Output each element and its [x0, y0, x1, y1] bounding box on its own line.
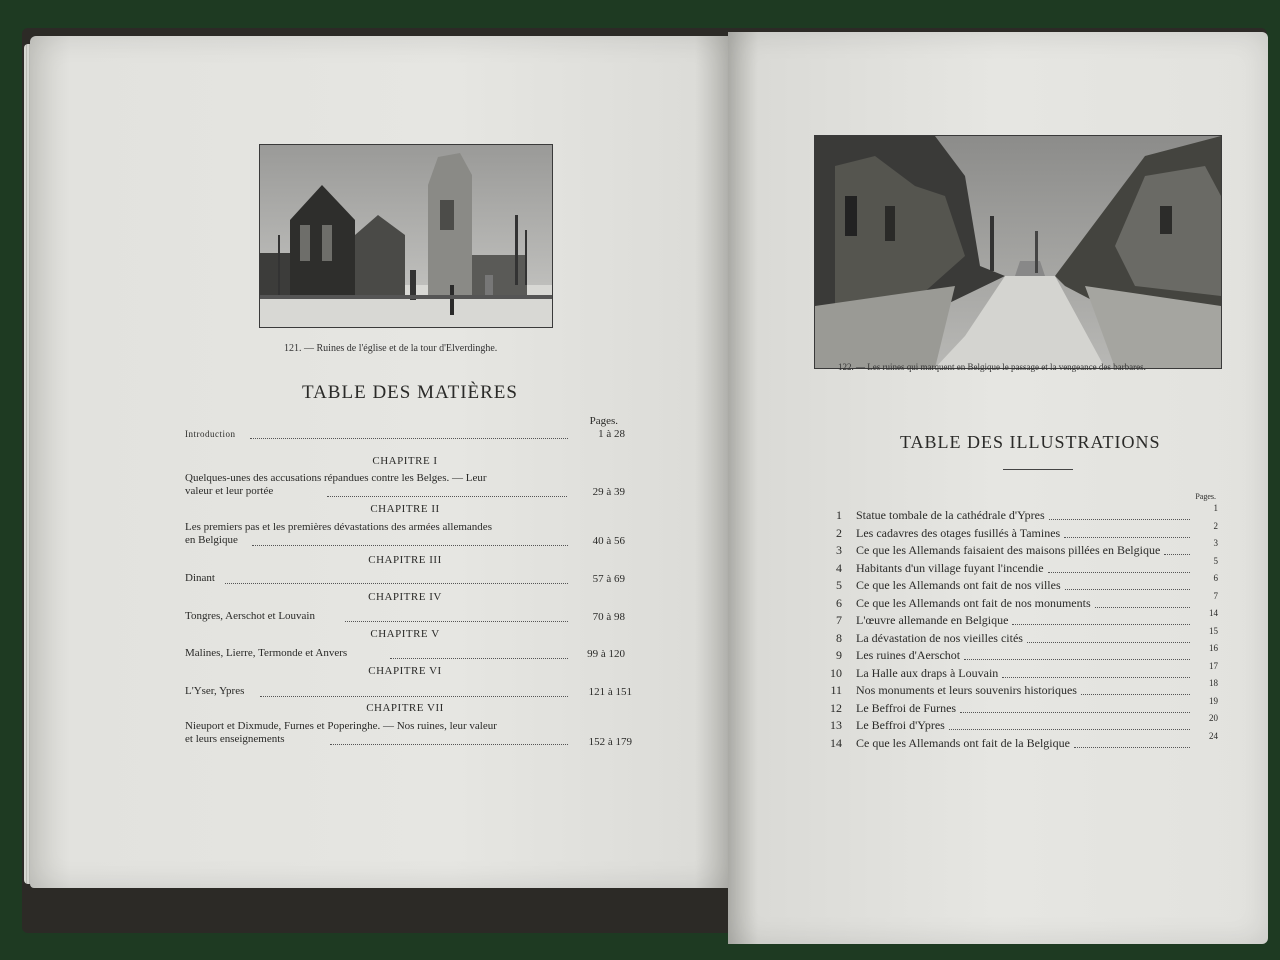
- chapter-title-line: Les premiers pas et les premières dévastations des armées allemandes: [185, 521, 492, 533]
- chapter-heading: CHAPITRE IV: [368, 591, 442, 603]
- chapter-title-line: valeur et leur portée: [185, 485, 274, 497]
- illustration-page: 7: [1213, 590, 1218, 601]
- illustration-row: [818, 695, 1218, 717]
- illustration-page: 2: [1213, 520, 1218, 531]
- illustration-number: 2: [836, 525, 842, 540]
- illustration-leader: [1074, 747, 1190, 748]
- toc-intro-label: Introduction: [185, 429, 236, 439]
- illustration-number: 13: [830, 718, 842, 732]
- illustration-title: Statue tombale de la cathédrale d'Ypres: [856, 508, 1045, 522]
- illustration-title: Ce que les Allemands ont fait de nos villes: [856, 578, 1061, 592]
- illustration-title: L'œuvre allemande en Belgique: [856, 613, 1009, 627]
- illustration-leader: [960, 712, 1190, 713]
- illustration-row: [818, 625, 1218, 647]
- illustration-number: 14: [830, 735, 842, 750]
- illustration-row: [818, 643, 1218, 664]
- toc-leader: [250, 437, 568, 439]
- illustration-page: 5: [1213, 555, 1218, 566]
- chapter-pages: 121 à 151: [588, 686, 632, 698]
- illustration-leader: [1027, 642, 1190, 643]
- chapter-pages: 70 à 98: [592, 611, 625, 623]
- chapter-pages: 29 à 39: [592, 486, 625, 498]
- illustration-page: 3: [1213, 538, 1218, 548]
- illustration-page: 24: [1209, 730, 1218, 741]
- chapter-pages: 99 à 120: [587, 648, 625, 660]
- illustration-title: Le Beffroi de Furnes: [856, 700, 957, 715]
- toc-leader: [252, 544, 568, 546]
- street-ruins-photo: [814, 135, 1222, 369]
- illustration-row: [818, 660, 1218, 682]
- illustration-page: 16: [1209, 643, 1218, 653]
- illustration-leader: [949, 729, 1190, 730]
- chapter-title-line: Nieuport et Dixmude, Furnes et Poperinghe. — Nos ruines, leur valeur: [185, 720, 497, 732]
- illustration-number: 1: [836, 508, 842, 522]
- illustration-row: [818, 520, 1218, 542]
- chapter-heading: CHAPITRE VII: [366, 702, 444, 714]
- illustration-number: 6: [836, 595, 842, 610]
- illustrations-title: TABLE DES ILLUSTRATIONS: [900, 432, 1161, 452]
- toc-leader: [330, 743, 568, 745]
- chapter-heading: CHAPITRE VI: [368, 665, 442, 677]
- illustration-number: 5: [836, 578, 842, 592]
- illustration-leader: [1002, 677, 1190, 678]
- illustration-page: 17: [1209, 660, 1218, 671]
- illustration-title: Nos monuments et leurs souvenirs historiques: [856, 683, 1077, 697]
- illustration-row: [818, 503, 1218, 524]
- illustration-row: [818, 573, 1218, 594]
- chapter-pages: 152 à 179: [588, 736, 632, 748]
- illustration-number: 11: [830, 683, 842, 697]
- chapter-heading: CHAPITRE II: [370, 503, 440, 515]
- toc-leader: [390, 657, 568, 659]
- illustration-title: Ce que les Allemands faisaient des maisons pillées en Belgique: [856, 543, 1161, 557]
- chapter-title-line: Tongres, Aerschot et Louvain: [185, 610, 315, 622]
- illustration-number: 7: [836, 613, 842, 627]
- illustration-row: [818, 538, 1218, 559]
- title-rule: [1003, 469, 1073, 470]
- illustration-leader: [1012, 624, 1190, 625]
- toc-pages-label: Pages.: [589, 415, 618, 427]
- illustration-title: Habitants d'un village fuyant l'incendie: [856, 560, 1044, 575]
- illustration-row: [818, 555, 1218, 577]
- illustration-title: Ce que les Allemands ont fait de la Belgique: [856, 735, 1070, 750]
- illustrations-list: [818, 503, 1218, 758]
- illustration-title: Les ruines d'Aerschot: [856, 648, 961, 662]
- illustration-leader: [1049, 519, 1190, 520]
- church-ruins-photo: [259, 144, 553, 328]
- illustration-page: 14: [1209, 608, 1218, 618]
- right-page: [728, 32, 1268, 944]
- chapter-pages: 40 à 56: [592, 535, 625, 547]
- illustration-row: [818, 678, 1218, 699]
- illustration-number: 12: [830, 700, 842, 715]
- illustration-number: 3: [836, 543, 842, 557]
- illustration-title: La dévastation de nos vieilles cités: [856, 630, 1023, 645]
- illustration-page: 15: [1209, 625, 1218, 636]
- ill-pages-label: Pages.: [1195, 492, 1216, 501]
- illustration-page: 19: [1209, 695, 1218, 706]
- toc-leader: [225, 582, 568, 584]
- illustration-leader: [1064, 537, 1190, 538]
- photo-caption-122: 122. — Les ruines qui marquent en Belgique le passage et la vengeance des barbares.: [838, 362, 1146, 372]
- illustration-row: [818, 730, 1218, 752]
- street-ruins-image: [815, 136, 1221, 368]
- chapter-heading: CHAPITRE V: [370, 628, 440, 640]
- toc-intro-pages: 1 à 28: [598, 428, 625, 440]
- chapter-title-line: Dinant: [185, 572, 215, 584]
- illustration-page: 6: [1213, 573, 1218, 583]
- illustration-page: 1: [1213, 503, 1218, 513]
- illustration-row: [818, 713, 1218, 734]
- chapter-title-line: Quelques-unes des accusations répandues contre les Belges. — Leur: [185, 472, 487, 484]
- illustration-title: Les cadavres des otages fusillés à Tamines: [856, 525, 1061, 540]
- illustration-leader: [1065, 589, 1190, 590]
- chapter-heading: CHAPITRE I: [372, 455, 438, 467]
- illustration-leader: [1048, 572, 1190, 573]
- illustration-row: [818, 590, 1218, 612]
- illustration-leader: [1095, 607, 1190, 608]
- photo-caption-121: 121. — Ruines de l'église et de la tour d'Elverdinghe.: [284, 343, 498, 354]
- church-ruins-image: [260, 145, 552, 327]
- illustration-title: Le Beffroi d'Ypres: [856, 718, 945, 732]
- illustration-leader: [964, 659, 1190, 660]
- toc-leader: [260, 695, 568, 697]
- illustration-number: 4: [836, 560, 842, 575]
- chapter-heading: CHAPITRE III: [368, 554, 442, 566]
- toc-leader: [345, 620, 568, 622]
- left-page: [30, 36, 730, 888]
- chapter-title-line: et leurs enseignements: [185, 733, 285, 745]
- illustration-page: 20: [1209, 713, 1218, 723]
- illustration-title: Ce que les Allemands ont fait de nos monuments: [856, 595, 1091, 610]
- illustration-number: 8: [836, 630, 842, 645]
- illustration-leader: [1081, 694, 1190, 695]
- chapter-pages: 57 à 69: [592, 573, 625, 585]
- chapter-title-line: Malines, Lierre, Termonde et Anvers: [185, 647, 348, 659]
- illustration-row: [818, 608, 1218, 629]
- chapter-title-line: L'Yser, Ypres: [185, 685, 245, 697]
- toc-title: TABLE DES MATIÈRES: [302, 382, 518, 403]
- illustration-number: 10: [830, 665, 842, 680]
- illustration-number: 9: [836, 648, 842, 662]
- chapter-title-line: en Belgique: [185, 534, 238, 546]
- illustration-leader: [1164, 554, 1190, 555]
- illustration-title: La Halle aux draps à Louvain: [856, 665, 999, 680]
- toc-leader: [327, 495, 567, 497]
- illustration-page: 18: [1209, 678, 1218, 688]
